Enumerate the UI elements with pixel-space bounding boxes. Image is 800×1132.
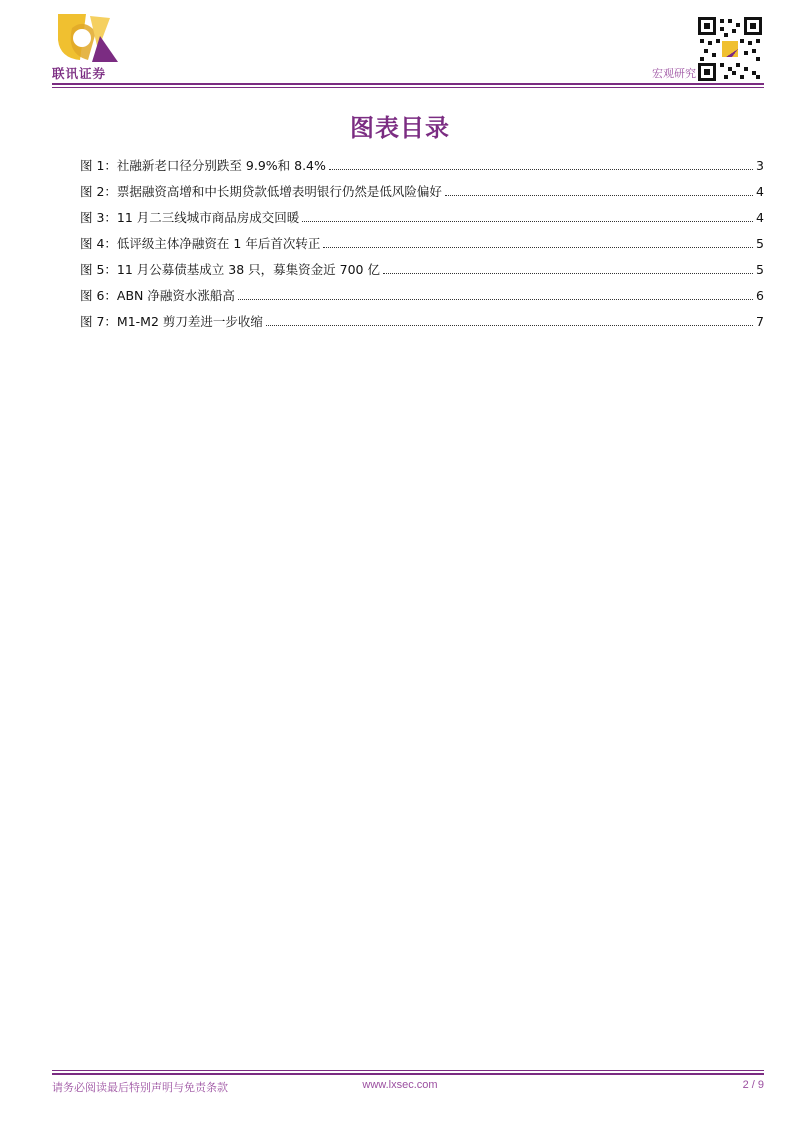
header-rule — [52, 83, 764, 85]
toc-leader-dots — [238, 282, 753, 300]
brand-name: 联讯证券 — [52, 66, 107, 81]
toc-entry[interactable] — [80, 256, 764, 282]
toc-entry-page: 5 — [756, 236, 764, 251]
header-rule-thin — [52, 87, 764, 88]
toc-leader-dots — [383, 256, 753, 274]
toc-list — [80, 152, 764, 334]
toc-entry[interactable] — [80, 230, 764, 256]
toc-entry-page: 4 — [756, 184, 764, 199]
toc-entry-label[interactable]: 图 2：票据融资高增和中长期贷款低增表明银行仍然是低风险偏好 — [80, 184, 442, 199]
toc-entry-page: 6 — [756, 288, 764, 303]
toc-entry[interactable] — [80, 152, 764, 178]
qr-code-icon — [698, 17, 762, 81]
page-number: 2 / 9 — [742, 1079, 764, 1091]
toc-entry[interactable] — [80, 204, 764, 230]
toc-entry-label[interactable]: 图 3：11 月二三线城市商品房成交回暖 — [80, 210, 300, 225]
toc-leader-dots — [329, 152, 753, 170]
toc-entry[interactable] — [80, 308, 764, 334]
toc-entry-label[interactable]: 图 7：M1-M2 剪刀差进一步收缩 — [80, 314, 263, 329]
toc-entry-page: 5 — [756, 262, 764, 277]
footer-website-link[interactable]: www.lxsec.com — [362, 1079, 438, 1091]
toc-leader-dots — [323, 230, 753, 248]
toc-entry-label[interactable]: 图 6：ABN 净融资水涨船高 — [80, 288, 235, 303]
toc-title: 图表目录 — [350, 114, 450, 142]
toc-leader-dots — [302, 204, 753, 222]
toc-entry-label[interactable]: 图 5：11 月公募债基成立 38 只，募集资金近 700 亿 — [80, 262, 380, 277]
toc-entry-label[interactable]: 图 4：低评级主体净融资在 1 年后首次转正 — [80, 236, 321, 251]
footer-disclaimer: 请务必阅读最后特别声明与免责条款 — [52, 1081, 228, 1094]
toc-entry[interactable] — [80, 178, 764, 204]
footer-rule-thin — [52, 1070, 764, 1071]
toc-entry-page: 7 — [756, 314, 764, 329]
toc-entry-label[interactable]: 图 1：社融新老口径分别跌至 9.9%和 8.4% — [80, 158, 326, 173]
toc-entry-page: 4 — [756, 210, 764, 225]
toc-entry-page: 3 — [756, 158, 764, 173]
toc-leader-dots — [266, 308, 753, 326]
toc-entry[interactable] — [80, 282, 764, 308]
section-label: 宏观研究 — [652, 67, 696, 80]
footer-rule — [52, 1073, 764, 1075]
toc-leader-dots — [445, 178, 753, 196]
